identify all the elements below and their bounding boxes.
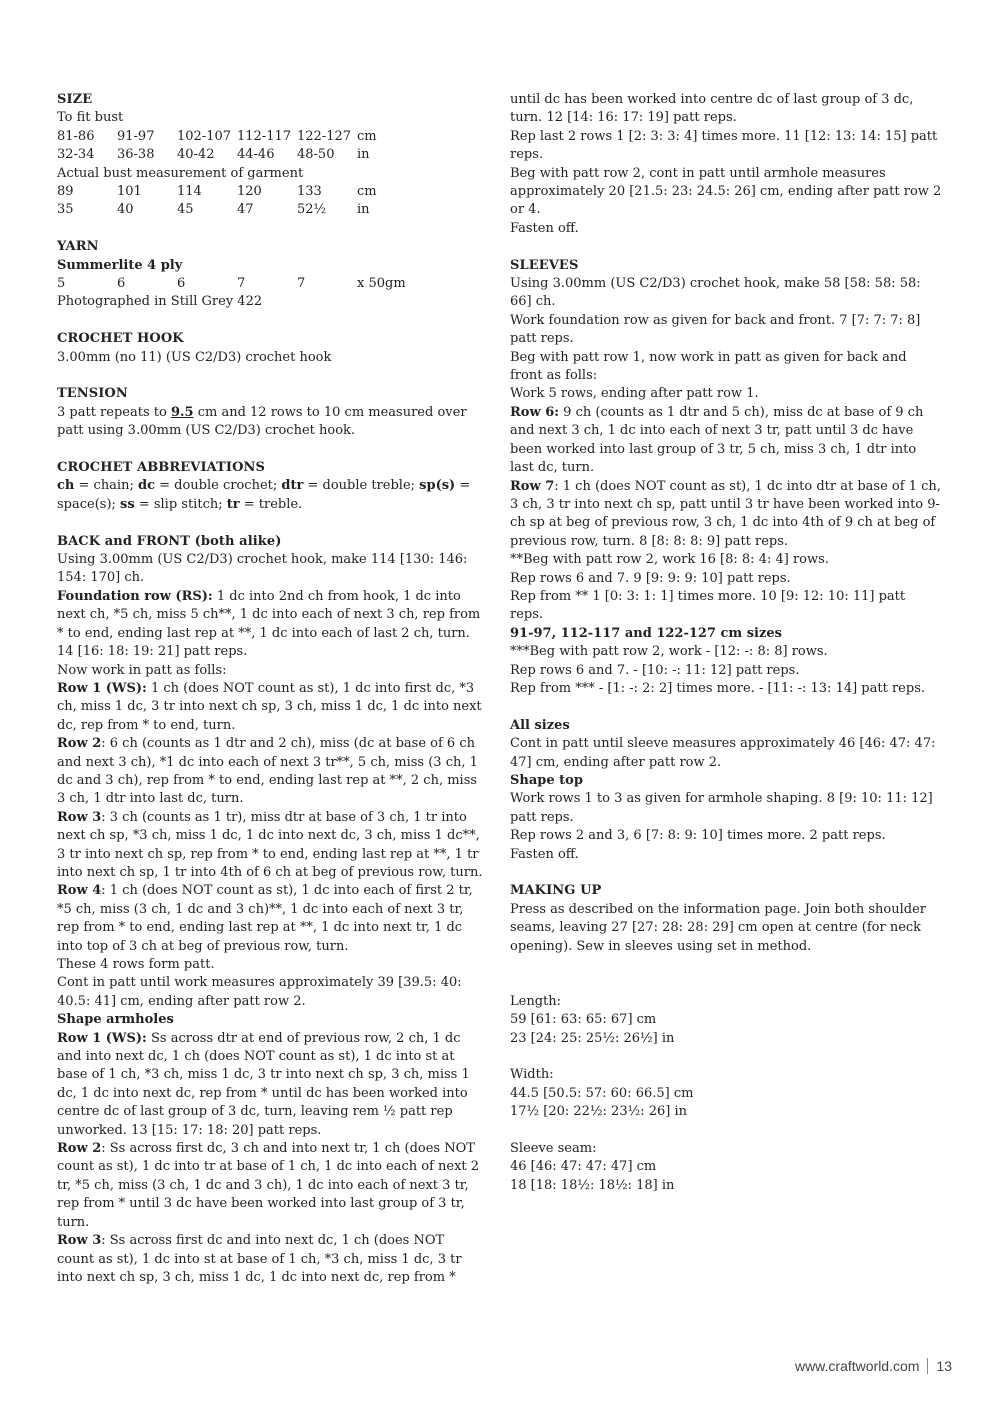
abbreviations-text: ch = chain; dc = double crochet; dtr = double treble; sp(s) = space(s); ss = slip stitch; tr = treble. (57, 478, 471, 512)
actual-bust-label: Actual bust measurement of garment (57, 165, 304, 181)
sleeves-rep67: Rep rows 6 and 7. 9 [9: 9: 9: 10] patt reps. (510, 570, 791, 586)
armhole-row-1: Row 1 (WS): Ss across dtr at end of previous row, 2 ch, 1 dc and into next dc, 1 ch (does NOT count as st), 1 dc into st at base of 1 ch, *3 ch, miss 1 dc, 3 tr into next ch sp, 3 ch, miss 1 dc, 1 dc into next dc, rep from * until dc has been worked into centre dc of last group of 3 dc, turn, leaving rem ½ patt rep unworked. 13 [15: 17: 18: 20] patt reps. (57, 1030, 470, 1138)
armhole-row-3-cont: until dc has been worked into centre dc of last group of 3 dc, turn. 12 [14: 16: 17: 19] patt reps. (510, 92, 914, 126)
page-footer (795, 1358, 952, 1374)
making-up-heading: MAKING UP (510, 883, 602, 899)
sleeves-rep-from: Rep from ** 1 [0: 3: 1: 1] times more. 10 [9: 12: 10: 11] patt reps. (510, 588, 906, 623)
page-number: 13 (936, 1358, 952, 1374)
back-front-continued (510, 91, 942, 238)
width-cm: 44.5 [50.5: 57: 60: 66.5] cm (510, 1085, 694, 1101)
hook-section (57, 330, 483, 367)
footer-divider (927, 1358, 928, 1374)
row-3: Row 3: 3 ch (counts as 1 tr), miss dtr at base of 3 ch, 1 tr into next ch sp, *3 ch, miss 1 dc, 1 dc into next dc, 3 ch, miss 1 dc**, 3 tr into next ch sp, rep from * to end, ending last rep at **, 1 tr into next ch sp, 1 tr into 4th of 6 ch at beg of previous row, turn. (57, 809, 483, 880)
yarn-heading: YARN (57, 239, 99, 255)
sleeves-heading: SLEEVES (510, 257, 579, 273)
abbreviations-section (57, 459, 483, 514)
row-4: Row 4: 1 ch (does NOT count as st), 1 dc into each of first 2 tr, *5 ch, miss (3 ch, 1 dc and 3 ch)**, 1 dc into each of next 3 tr, rep from * to end, ending last rep at **, 1 dc into next tr, 1 dc into top of 3 ch at beg of previous row, turn. (57, 883, 473, 954)
shape-armholes-heading: Shape armholes (57, 1012, 174, 1028)
sleeve-seam-section (510, 1140, 942, 1195)
shape-top-heading: Shape top (510, 773, 583, 788)
hook-text: 3.00mm (no 11) (US C2/D3) crochet hook (57, 349, 332, 365)
size-heading: SIZE (57, 92, 93, 107)
beg-patt-row: Beg with patt row 2, cont in patt until armhole measures approximately 20 [21.5: 23: 24.5: 26] cm, ending after patt row 2 or 4. (510, 165, 942, 218)
foundation-row: Foundation row (RS): 1 dc into 2nd ch from hook, 1 dc into next ch, *5 ch, miss 5 ch**, 1 dc into each of next 3 ch, rep from * to end, ending last rep at **, 1 dc into each of last 2 ch, turn. 14 [16: 18: 19: 21] patt reps. (57, 588, 481, 660)
width-section (510, 1066, 942, 1121)
sleeves-intro: Using 3.00mm (US C2/D3) crochet hook, make 58 [58: 58: 58: 66] ch. (510, 276, 921, 310)
row-1: Row 1 (WS): 1 ch (does NOT count as st), 1 dc into first dc, *3 ch, miss 1 dc, 3 tr into next ch sp, 3 ch, miss 1 dc, 1 dc into next dc, rep from * to end, turn. (57, 680, 482, 733)
cont-text: Cont in patt until work measures approximately 39 [39.5: 40: 40.5: 41] cm, ending after patt row 2. (57, 975, 462, 1009)
tension-section (57, 385, 483, 440)
sleeves-section (510, 257, 942, 699)
length-cm: 59 [61: 63: 65: 67] cm (510, 1012, 657, 1028)
sleeve-seam-label: Sleeve seam: (510, 1141, 597, 1157)
all-sizes-cont: Cont in patt until sleeve measures approximately 46 [46: 47: 47: 47] cm, ending after patt row 2. (510, 736, 936, 770)
fasten-off: Fasten off. (510, 220, 579, 236)
sleeves-rep67b: Rep rows 6 and 7. - [10: -: 11: 12] patt reps. (510, 662, 800, 678)
yarn-qty-row: 5 6 6 7 7 x 50gm (57, 276, 406, 292)
sleeves-foundation: Work foundation row as given for back and front. 7 [7: 7: 7: 8] patt reps. (510, 312, 921, 347)
length-section (510, 993, 942, 1048)
sleeves-beg-star: ***Beg with patt row 2, work - [12: -: 8: 8] rows. (510, 644, 828, 660)
yarn-photo-note: Photographed in Still Grey 422 (57, 294, 263, 310)
back-front-section (57, 533, 483, 1288)
right-column (510, 91, 942, 1214)
making-up-text: Press as described on the information page. Join both shoulder seams, leaving 27 [27: 28: 28: 29] cm open at centre (for neck opening). Sew in sleeves using set in method. (510, 901, 926, 954)
width-in: 17½ [20: 22½: 23½: 26] in (510, 1104, 687, 1120)
sleeves-row-7: Row 7: 1 ch (does NOT count as st), 1 dc into dtr at base of 1 ch, 3 ch, 3 tr into next ch sp, patt until 3 tr have been worked into 9-ch sp at beg of previous row, 3 ch, 1 dc into 4th of 9 ch at beg of previous row, turn. 8 [8: 8: 8: 9] patt reps. (510, 478, 941, 549)
actual-cm-row: 89 101 114 120 133 cm (57, 184, 377, 200)
actual-in-row: 35 40 45 47 52½ in (57, 202, 370, 218)
armhole-row-3: Row 3: Ss across first dc and into next dc, 1 ch (does NOT count as st), 1 dc into st at base of 1 ch, *3 ch, miss 1 dc, 3 tr into next ch sp, 3 ch, miss 1 dc, 1 dc into next dc, rep from * (57, 1233, 462, 1285)
length-label: Length: (510, 993, 561, 1009)
sleeves-beg16: **Beg with patt row 2, work 16 [8: 8: 4: 4] rows. (510, 552, 829, 568)
yarn-name: Summerlite 4 ply (57, 257, 183, 273)
length-in: 23 [24: 25: 25½: 26½] in (510, 1030, 675, 1046)
yarn-section (57, 238, 483, 312)
shape-top-work: Work rows 1 to 3 as given for armhole shaping. 8 [9: 10: 11: 12] patt reps. (510, 791, 933, 825)
sleeves-fasten-off: Fasten off. (510, 846, 579, 862)
armhole-row-2: Row 2: Ss across first dc, 3 ch and into next tr, 1 ch (does NOT count as st), 1 dc into tr at base of 1 ch, 1 dc into each of next 2 tr, *5 ch, miss (3 ch, 1 dc and 3 ch), 1 dc into each of next 3 tr, rep from * until 3 dc have been worked into last group of 3 tr, turn. (57, 1141, 480, 1230)
tension-heading: TENSION (57, 386, 128, 402)
sleeves-row-6: Row 6: 9 ch (counts as 1 dtr and 5 ch), miss dc at base of 9 ch and next 3 ch, 1 dc into each of next 3 tr, patt until 3 dc have been worked into last group of 3 tr, 5 ch, miss 3 ch, 1 dtr into last dc, turn. (510, 404, 924, 476)
shape-top-rep: Rep rows 2 and 3, 6 [7: 8: 9: 10] times more. 2 patt reps. (510, 828, 886, 844)
sleeves-beg: Beg with patt row 1, now work in patt as given for back and front as folls: (510, 349, 907, 384)
all-sizes-section (510, 717, 942, 864)
rep-last-rows: Rep last 2 rows 1 [2: 3: 3: 4] times more. 11 [12: 13: 14: 15] patt reps. (510, 128, 938, 163)
tension-text: 3 patt repeats to 9.5 cm and 12 rows to 10 cm measured over patt using 3.00mm (US C2/D3) crochet hook. (57, 404, 467, 439)
size-section (57, 91, 483, 220)
left-column (57, 91, 483, 1287)
row-2: Row 2: 6 ch (counts as 1 dtr and 2 ch), miss (dc at base of 6 ch and next 3 ch), *1 dc into each of next 3 tr**, 5 ch, miss (3 ch, 1 dc and 3 ch), rep from * to end, ending last rep at **, 2 ch, miss 3 ch, 1 dtr into last dc, turn. (57, 736, 478, 807)
sleeves-rep-star: Rep from *** - [1: -: 2: 2] times more. - [11: -: 13: 14] patt reps. (510, 680, 925, 696)
hook-heading: CROCHET HOOK (57, 331, 184, 347)
abbreviations-heading: CROCHET ABBREVIATIONS (57, 460, 265, 476)
back-front-intro: Using 3.00mm (US C2/D3) crochet hook, make 114 [130: 146: 154: 170] ch. (57, 552, 468, 586)
width-label: Width: (510, 1067, 554, 1083)
fit-cm-row: 81-86 91-97 102-107 112-117 122-127 cm (57, 128, 377, 144)
all-sizes-heading: All sizes (510, 717, 570, 733)
sleeve-seam-cm: 46 [46: 47: 47: 47] cm (510, 1159, 657, 1175)
back-front-heading: BACK and FRONT (both alike) (57, 533, 282, 549)
footer-site-link[interactable]: www.craftworld.com (794, 1358, 920, 1374)
sleeve-seam-in: 18 [18: 18½: 18½: 18] in (510, 1177, 675, 1193)
now-work-text: Now work in patt as folls: (57, 662, 227, 678)
sleeves-sizes-heading: 91-97, 112-117 and 122-127 cm sizes (510, 625, 782, 641)
making-up-section (510, 882, 942, 956)
tension-value: 9.5 (170, 404, 194, 420)
sleeves-work5: Work 5 rows, ending after patt row 1. (510, 386, 759, 402)
four-rows-text: These 4 rows form patt. (57, 957, 215, 973)
fit-bust-label: To fit bust (57, 110, 124, 126)
fit-in-row: 32-34 36-38 40-42 44-46 48-50 in (57, 147, 370, 163)
